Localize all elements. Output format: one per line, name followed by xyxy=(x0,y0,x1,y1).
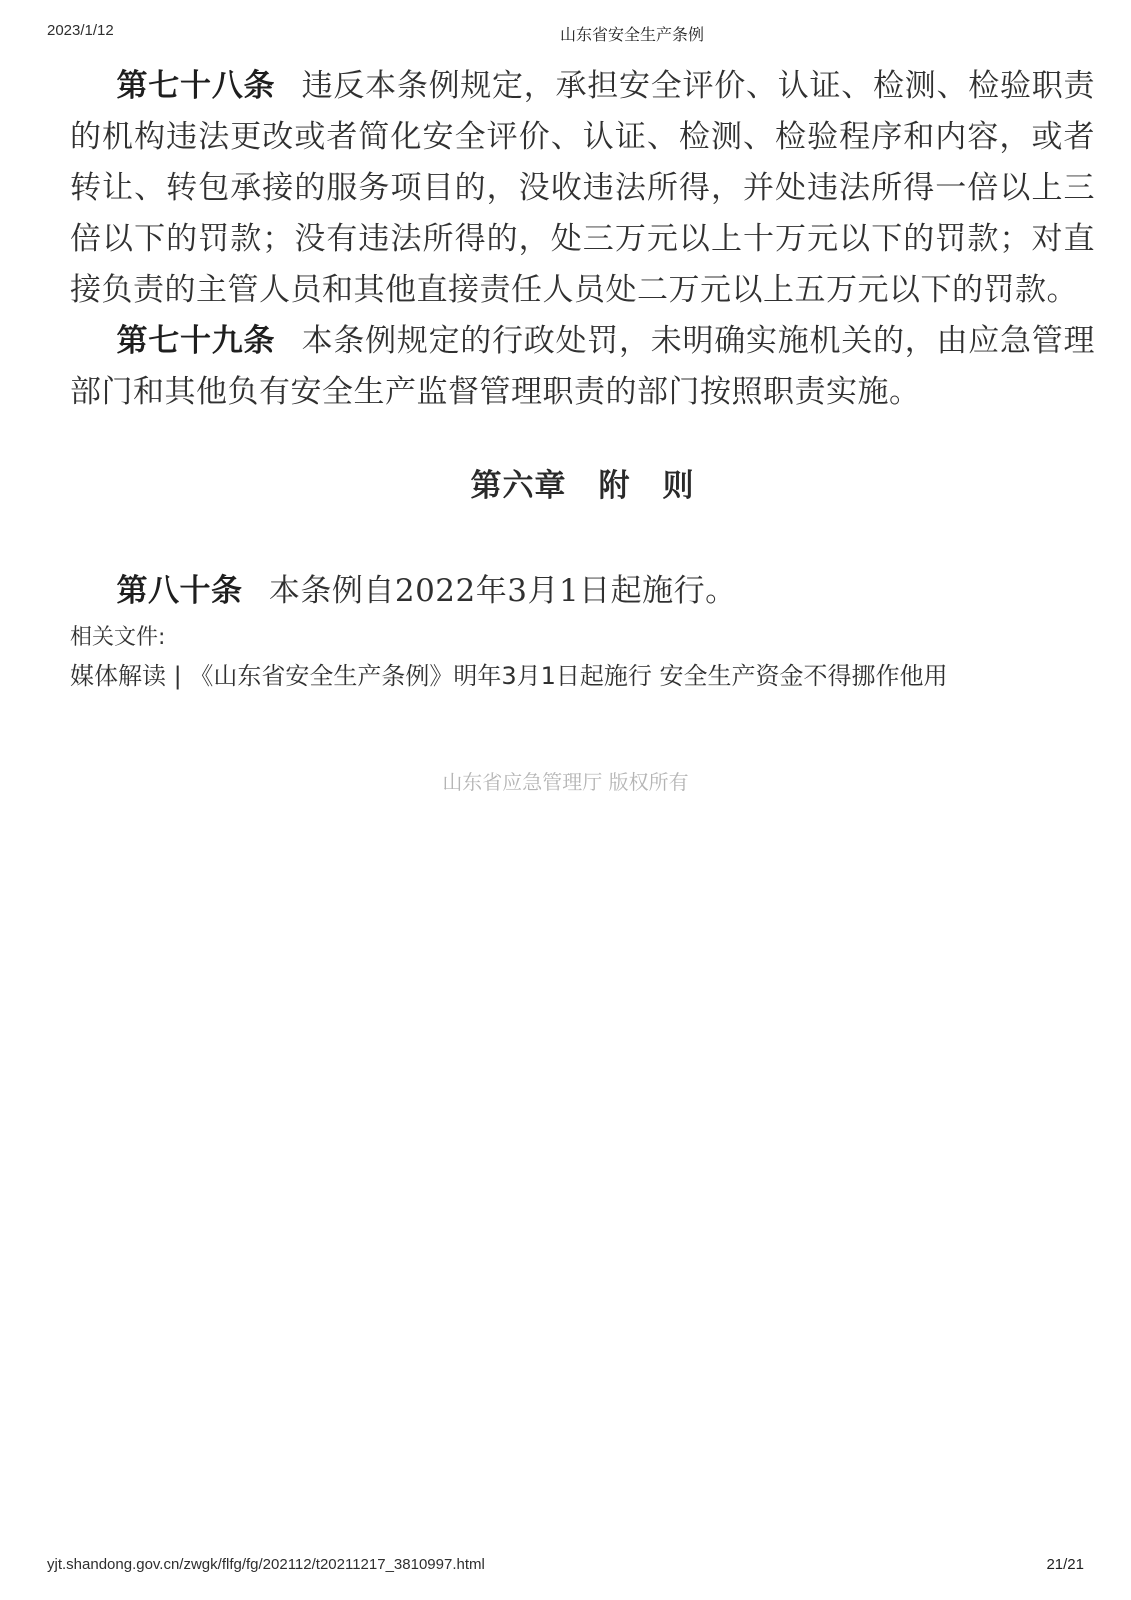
article-78-text: 违反本条例规定，承担安全评价、认证、检测、检验职责的机构违法更改或者简化安全评价、认证、检测、检验程序和内容，或者转让、转包承接的服务项目的，没收违法所得，并处违法所得一倍以上三倍以下的罚款；没有违法所得的，处三万元以上十万元以下的罚款；对直接负责的主管人员和其他直接责任人员处二万元以上五万元以下的罚款。 xyxy=(70,68,1095,308)
article-80-number: 第八十条 xyxy=(116,573,243,609)
article-80-text: 本条例自2022年3月1日起施行。 xyxy=(268,573,737,609)
article-79-paragraph xyxy=(70,316,1095,418)
print-footer xyxy=(47,1552,1084,1600)
print-date: 2023/1/12 xyxy=(47,22,114,39)
article-80-paragraph xyxy=(70,566,1095,617)
document-content xyxy=(0,0,1131,796)
document-title: 山东省安全生产条例 xyxy=(560,25,705,44)
article-78-paragraph xyxy=(70,61,1095,316)
article-78-number: 第七十八条 xyxy=(116,68,276,104)
article-79-number: 第七十九条 xyxy=(116,323,276,359)
related-file-link[interactable]: 媒体解读 | 《山东省安全生产条例》明年3月1日起施行 安全生产资金不得挪作他用 xyxy=(70,662,948,690)
page-number: 21/21 xyxy=(1046,1556,1084,1573)
chapter-heading: 第六章 附 则 xyxy=(470,468,695,504)
article-79-text: 本条例规定的行政处罚，未明确实施机关的，由应急管理部门和其他负有安全生产监督管理职责的部门按照职责实施。 xyxy=(70,323,1095,410)
source-url: yjt.shandong.gov.cn/zwgk/flfg/fg/202112/t20211217_3810997.html xyxy=(47,1556,485,1573)
related-files-label: 相关文件: xyxy=(70,625,166,650)
copyright-notice: 山东省应急管理厅 版权所有 xyxy=(442,770,689,794)
